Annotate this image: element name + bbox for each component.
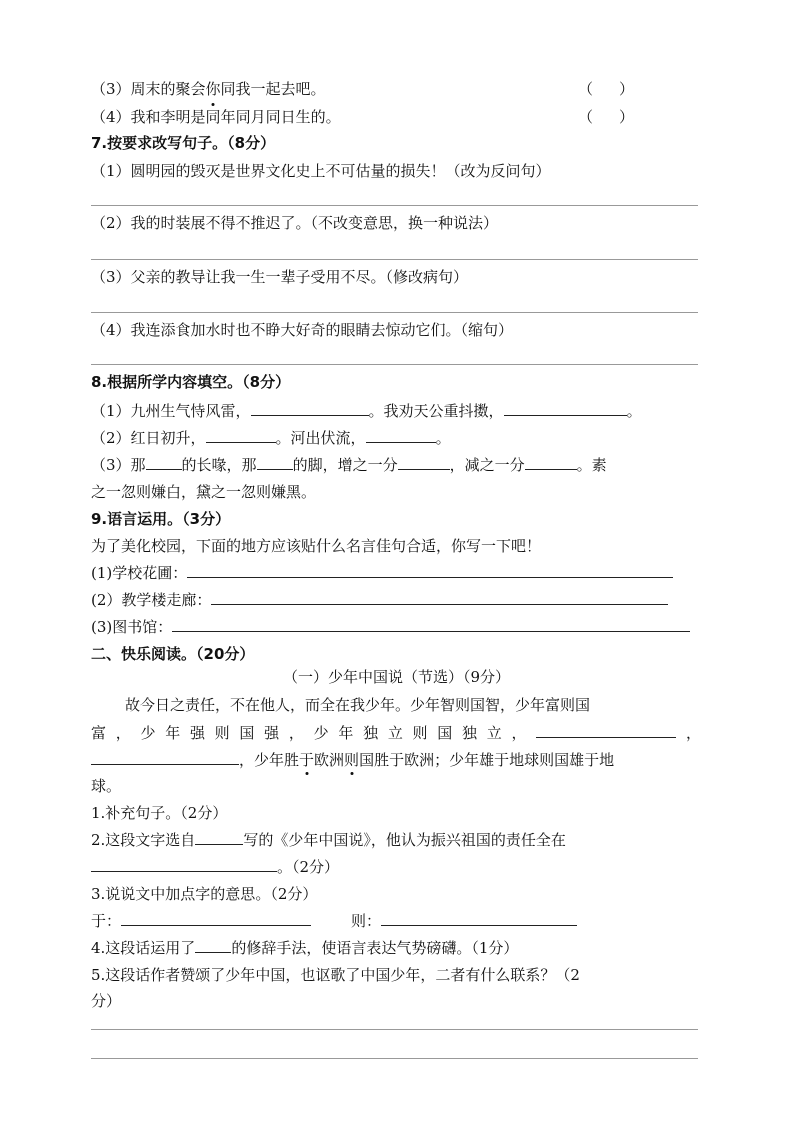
dotted-char: 于 bbox=[299, 751, 315, 769]
answer-line[interactable] bbox=[91, 259, 698, 260]
reading-q2: 2.这段文字选自 写的《少年中国说》，他认为振兴祖国的责任全在 bbox=[91, 831, 566, 849]
passage-line-1: 故今日之责任，不在他人，而全在我少年。少年智则国智，少年富则国 bbox=[125, 696, 591, 714]
reading-q3-answers: 于： 则： bbox=[91, 910, 577, 932]
q7-title: 7.按要求改写句子。（8分） bbox=[91, 134, 276, 152]
blank[interactable] bbox=[91, 749, 239, 765]
q7-item-1: （1）圆明园的毁灭是世界文化史上不可估量的损失！（改为反问句） bbox=[91, 162, 551, 180]
answer-paren-3[interactable]: （ ） bbox=[578, 80, 634, 98]
q7-item-4: （4）我连添食加水时也不睁大好奇的眼睛去惊动它们。（缩句） bbox=[91, 321, 514, 339]
section-title: 二、快乐阅读。（20分） bbox=[91, 645, 255, 663]
dotted-char: 则 bbox=[344, 751, 360, 769]
blank[interactable] bbox=[195, 829, 243, 845]
dotted-char: 同 bbox=[205, 108, 221, 126]
q9-prompt: 为了美化校园，下面的地方应该贴什么名言佳句合适，你写一下吧！ bbox=[91, 537, 542, 555]
answer-line[interactable] bbox=[91, 1029, 698, 1030]
answer-line[interactable] bbox=[91, 205, 698, 206]
q6-item-3: （3）周末的聚会你同我一起去吧。 bbox=[91, 80, 326, 98]
q7-item-3: （3）父亲的教导让我一生一辈子受用不尽。（修改病句） bbox=[91, 268, 469, 286]
reading-q5-cont: 分） bbox=[91, 992, 122, 1010]
answer-line[interactable] bbox=[91, 312, 698, 313]
blank[interactable] bbox=[381, 910, 577, 926]
q9-title: 9.语言运用。（3分） bbox=[91, 510, 231, 528]
q9-item-2: (2）教学楼走廊： bbox=[91, 589, 668, 611]
reading-q5: 5.这段话作者赞颂了少年中国，也讴歌了中国少年，二者有什么联系？（2 bbox=[91, 966, 580, 984]
answer-line[interactable] bbox=[91, 1058, 698, 1059]
reading-q2-cont: 。（2分） bbox=[91, 856, 339, 878]
blank[interactable] bbox=[398, 454, 450, 470]
reading-q3: 3.说说文中加点字的意思。（2分） bbox=[91, 885, 318, 903]
reading-q4: 4.这段话运用了 的修辞手法，使语言表达气势磅礴。（1分） bbox=[91, 939, 519, 957]
answer-line[interactable] bbox=[91, 364, 698, 365]
blank[interactable] bbox=[121, 910, 311, 926]
blank[interactable] bbox=[146, 454, 182, 470]
blank[interactable] bbox=[195, 937, 231, 953]
q9-item-1: (1)学校花圃： bbox=[91, 562, 673, 584]
q8-line-2: （2）红日初升， 。河出伏流， 。 bbox=[91, 429, 451, 447]
q9-item-3: (3)图书馆： bbox=[91, 616, 690, 638]
blank[interactable] bbox=[251, 400, 369, 416]
blank[interactable] bbox=[257, 454, 293, 470]
blank[interactable] bbox=[206, 427, 276, 443]
blank[interactable] bbox=[525, 454, 577, 470]
blank[interactable] bbox=[504, 400, 627, 416]
blank[interactable] bbox=[91, 856, 277, 872]
passage-line-4: 球。 bbox=[91, 777, 122, 795]
answer-paren-4[interactable]: （ ） bbox=[578, 108, 634, 126]
q8-line-4: 之一忽则嫌白，黛之一忽则嫌黑。 bbox=[91, 483, 317, 501]
q8-line-3: （3）那 的长喙，那 的脚，增之一分 ，减之一分 。素 bbox=[91, 456, 607, 474]
q8-title: 8.根据所学内容填空。（8分） bbox=[91, 373, 291, 391]
q7-item-2: （2）我的时装展不得不推迟了。（不改变意思，换一种说法） bbox=[91, 214, 499, 232]
passage-line-3: ，少年胜于欧洲则国胜于欧洲；少年雄于地球则国雄于地 bbox=[91, 749, 614, 771]
passage-line-2: 富 ， 少 年 强 则 国 强 ， 少 年 独 立 则 国 独 立 ， ， bbox=[91, 724, 701, 742]
q8-line-1: （1）九州生气恃风雷， 。我劝天公重抖擞， 。 bbox=[91, 402, 642, 420]
blank[interactable] bbox=[536, 722, 676, 738]
passage-title: （一）少年中国说（节选）（9分） bbox=[282, 668, 511, 686]
answer-blank[interactable] bbox=[172, 616, 690, 632]
answer-blank[interactable] bbox=[187, 562, 673, 578]
blank[interactable] bbox=[366, 427, 436, 443]
reading-q1: 1.补充句子。（2分） bbox=[91, 804, 228, 822]
q6-item-4: （4）我和李明是同年同月同日生的。 bbox=[91, 108, 341, 126]
answer-blank[interactable] bbox=[211, 589, 668, 605]
